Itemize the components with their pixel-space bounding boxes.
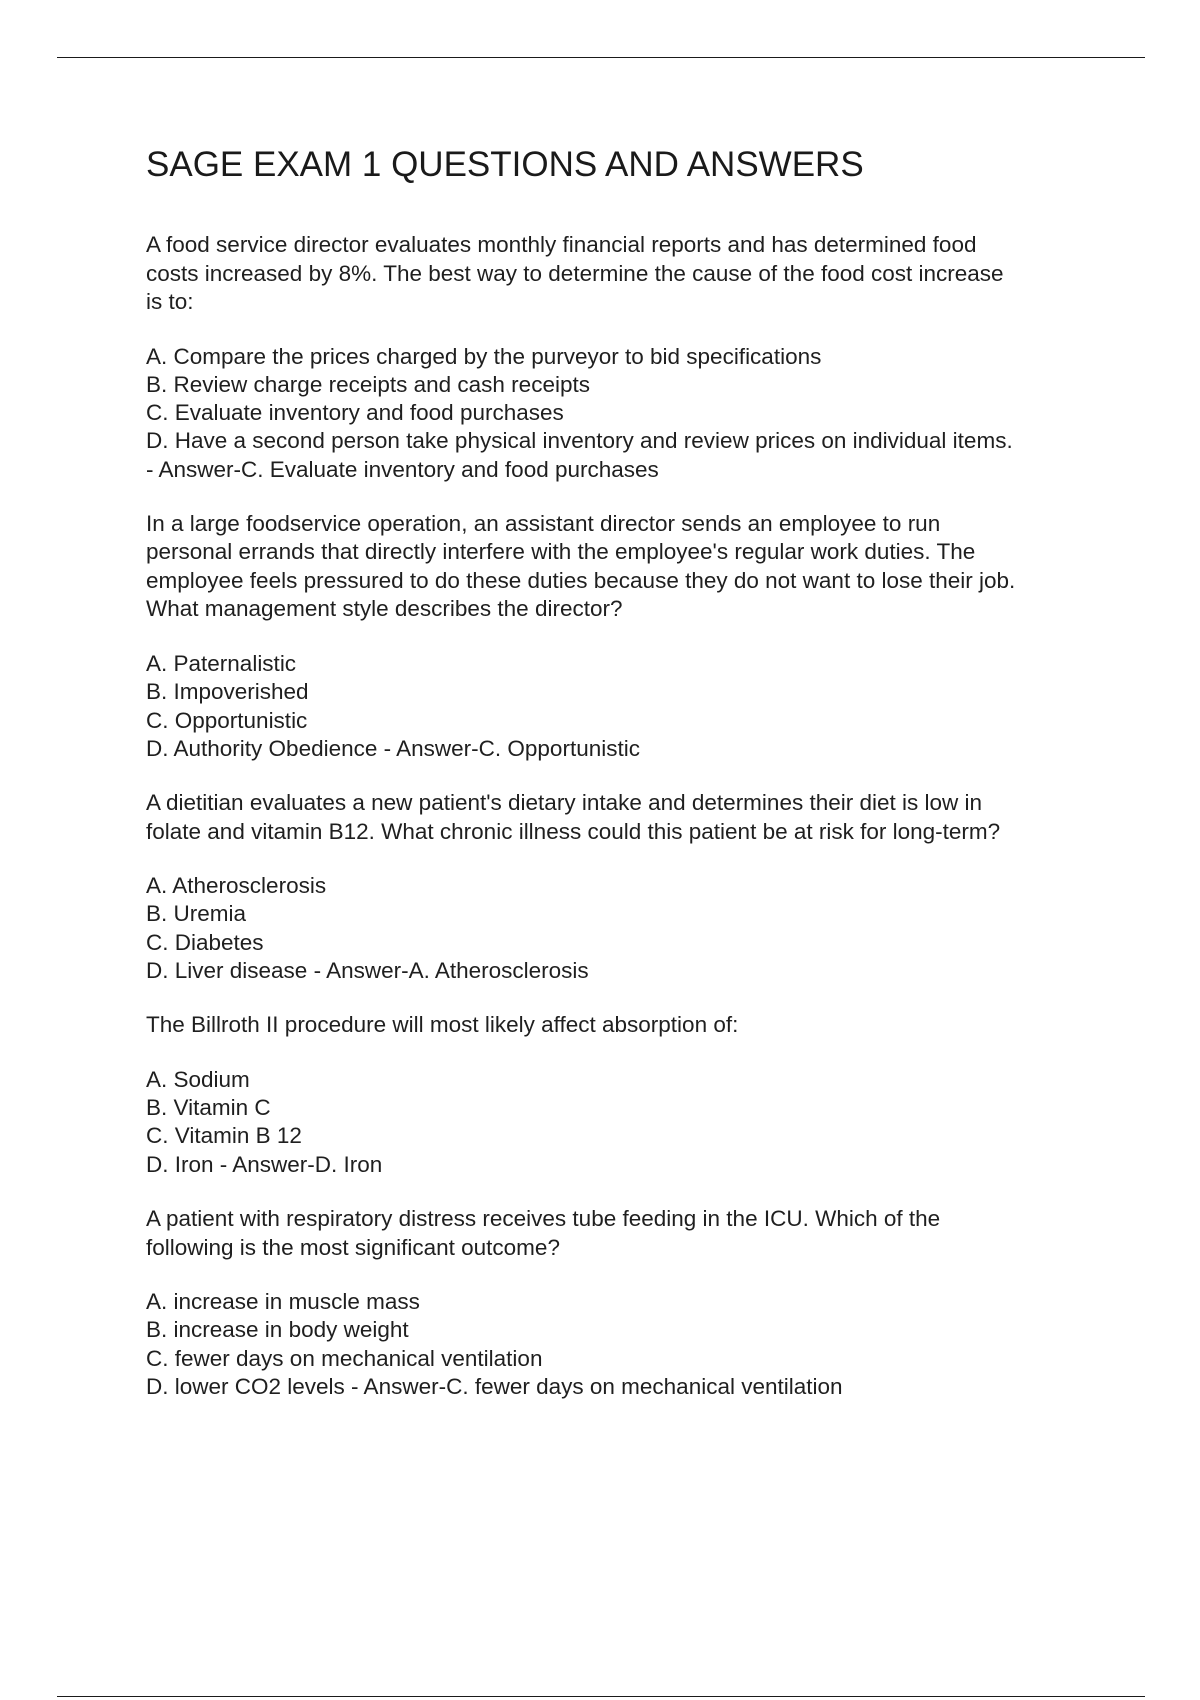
option-b: B. Review charge receipts and cash receipts: [146, 371, 590, 397]
answer-options: [146, 650, 1096, 763]
question-block-1: [146, 231, 1096, 484]
question-text: In a large foodservice operation, an assistant director sends an employee to run personal errands that directly interfere with the employee's regular work duties. The employee feels pressured to do these duties because they do not want to lose their job. What management style describes the director?: [146, 510, 1016, 622]
document-body: [146, 141, 1096, 1427]
question-text: A patient with respiratory distress receives tube feeding in the ICU. Which of the following is the most significant outcome?: [146, 1206, 941, 1260]
option-a: A. Sodium: [146, 1066, 250, 1092]
option-c: C. fewer days on mechanical ventilation: [146, 1345, 543, 1371]
option-a: A. Compare the prices charged by the purveyor to bid specifications: [146, 343, 822, 369]
question-block-3: [146, 789, 1096, 985]
option-d: D. Have a second person take physical inventory and review prices on individual items.: [146, 428, 1013, 454]
bottom-rule: [57, 1696, 1145, 1697]
answer-options: [146, 872, 1096, 985]
question-text: A dietitian evaluates a new patient's dietary intake and determines their diet is low in folate and vitamin B12. What chronic illness could this patient be at risk for long-term?: [146, 790, 1001, 844]
option-d: D. Iron - Answer-D. Iron: [146, 1151, 383, 1177]
document-title: SAGE EXAM 1 QUESTIONS AND ANSWERS: [146, 145, 864, 184]
option-c: C. Diabetes: [146, 929, 264, 955]
option-a: A. Atherosclerosis: [146, 873, 327, 899]
answer-options: [146, 1066, 1096, 1179]
answer-line: - Answer-C. Evaluate inventory and food purchases: [146, 456, 659, 482]
question-text: The Billroth II procedure will most likely affect absorption of:: [146, 1012, 739, 1038]
option-c: C. Vitamin B 12: [146, 1123, 302, 1149]
option-a: A. increase in muscle mass: [146, 1289, 420, 1315]
top-rule: [57, 57, 1145, 58]
option-b: B. increase in body weight: [146, 1317, 409, 1343]
question-block-4: [146, 1011, 1096, 1179]
option-a: A. Paternalistic: [146, 650, 297, 676]
option-d: D. lower CO2 levels - Answer-C. fewer days on mechanical ventilation: [146, 1373, 843, 1399]
option-b: B. Impoverished: [146, 679, 309, 705]
option-b: B. Uremia: [146, 901, 247, 927]
option-d: D. Authority Obedience - Answer-C. Opportunistic: [146, 735, 640, 761]
question-text: A food service director evaluates monthly financial reports and has determined food costs increased by 8%. The best way to determine the cause of the food cost increase is to:: [146, 232, 1004, 314]
question-block-5: [146, 1205, 1096, 1401]
question-block-2: [146, 510, 1096, 763]
option-c: C. Opportunistic: [146, 707, 308, 733]
option-c: C. Evaluate inventory and food purchases: [146, 400, 564, 426]
option-b: B. Vitamin C: [146, 1095, 271, 1121]
answer-options: [146, 343, 1096, 484]
answer-options: [146, 1288, 1096, 1401]
option-d: D. Liver disease - Answer-A. Atherosclerosis: [146, 958, 589, 984]
